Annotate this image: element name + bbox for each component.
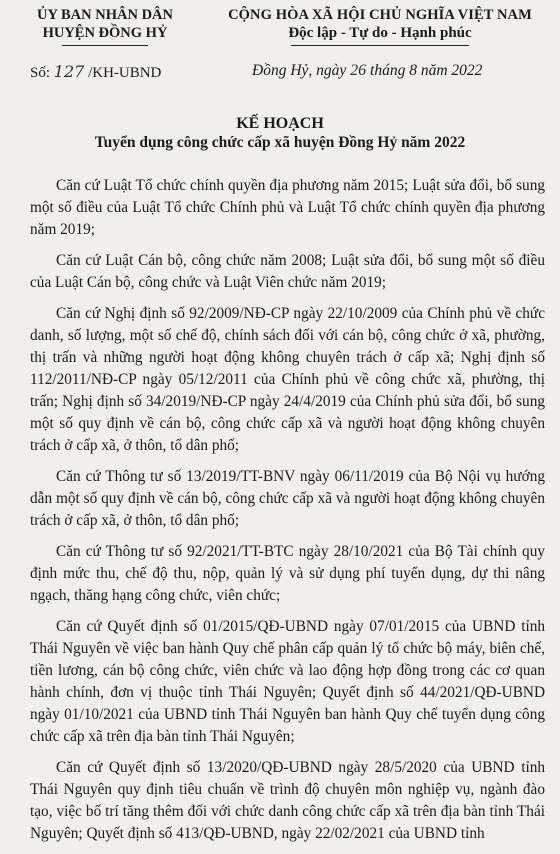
date-day-handwritten: 26	[350, 62, 367, 79]
agency-underline	[62, 45, 148, 46]
issuing-agency-header	[0, 6, 210, 46]
legal-basis-paragraph: Căn cứ Quyết định số 01/2015/QĐ-UBND ngày 07/01/2015 của UBND tỉnh Thái Nguyên về việc ban hành Quy chế phân cấp quản lý tổ chức bộ máy, biên chế, tiền lương, cán bộ công chức, viên chức và lao động hợp đồng trong các cơ quan hành chính, đơn vị thuộc tỉnh Thái Nguyên; Quyết định số 44/2021/QĐ-UBND ngày 01/10/2021 của UBND tỉnh Thái Nguyên ban hành Quy chế tuyển dụng công chức cấp xã trên địa bàn tỉnh Thái Nguyên;	[30, 618, 545, 745]
motto: Độc lập - Tự do - Hạnh phúc	[288, 25, 472, 41]
legal-basis-paragraph: Căn cứ Thông tư số 13/2019/TT-BNV ngày 06/11/2019 của Bộ Nội vụ hướng dẫn một số quy định về cán bộ, công chức cấp xã và người hoạt động không chuyên trách ở cấp xã, ở thôn, tổ dân phố;	[30, 468, 545, 529]
document-subtitle: Tuyển dụng công chức cấp xã huyện Đồng Hỷ năm 2022	[94, 134, 466, 151]
national-motto-header	[200, 6, 560, 46]
document-number-label: Số:	[30, 65, 51, 81]
document-number-suffix: /KH-UBND	[88, 65, 162, 81]
document-number-handwritten: 127	[53, 62, 85, 81]
document-number	[30, 62, 161, 82]
agency-line-2: HUYỆN ĐỒNG HỶ	[42, 25, 168, 41]
motto-underline	[291, 45, 469, 46]
legal-basis-paragraph: Căn cứ Thông tư số 92/2021/TT-BTC ngày 28/10/2021 của Bộ Tài chính quy định mức thu, chế độ thu, nộp, quản lý và sử dụng phí tuyển dụng, dự thi nâng ngạch, thăng hạng công chức, viên chức;	[30, 543, 545, 604]
date-prefix: Đồng Hỷ, ngày	[252, 62, 347, 79]
legal-basis-paragraph: Căn cứ Luật Tổ chức chính quyền địa phương năm 2015; Luật sửa đổi, bổ sung một số điều của Luật Tổ chức Chính phủ và Luật Tổ chức chính quyền địa phương năm 2019;	[30, 177, 545, 238]
issue-date	[252, 62, 482, 80]
legal-basis-paragraph: Căn cứ Luật Cán bộ, công chức năm 2008; Luật sửa đổi, bổ sung một số điều của Luật Cán bộ, công chức và Luật Viên chức năm 2019;	[30, 252, 545, 291]
nation-name: CỘNG HÒA XÃ HỘI CHỦ NGHĨA VIỆT NAM	[228, 7, 532, 23]
document-body	[30, 175, 545, 854]
document-title: KẾ HOẠCH	[236, 115, 324, 132]
date-rest: tháng 8 năm 2022	[370, 62, 483, 79]
legal-basis-paragraph: Căn cứ Quyết định số 13/2020/QĐ-UBND ngày 28/5/2020 của UBND tỉnh Thái Nguyên quy định tiêu chuẩn về trình độ chuyên môn nghiệp vụ, ngành đào tạo, việc bố trí tăng thêm đối với chức danh công chức cấp xã trên địa bàn tỉnh Thái Nguyên; Quyết định số 413/QĐ-UBND, ngày 22/02/2021 của UBND tỉnh	[30, 759, 545, 842]
legal-basis-paragraph: Căn cứ Nghị định số 92/2009/NĐ-CP ngày 22/10/2009 của Chính phủ về chức danh, số lượng, một số chế độ, chính sách đối với cán bộ, công chức ở xã, phường, thị trấn và những người hoạt động không chuyên trách ở cấp xã; Nghị định số 112/2011/NĐ-CP ngày 05/12/2011 của Chính phủ về công chức xã, phường, thị trấn; Nghị định số 34/2019/NĐ-CP ngày 24/4/2019 của Chính phủ sửa đổi, bổ sung một số quy định về cán bộ, công chức cấp xã và người hoạt động không chuyên trách ở cấp xã, ở thôn, tổ dân phố;	[30, 305, 545, 454]
agency-line-1: ỦY BAN NHÂN DÂN	[36, 7, 173, 23]
